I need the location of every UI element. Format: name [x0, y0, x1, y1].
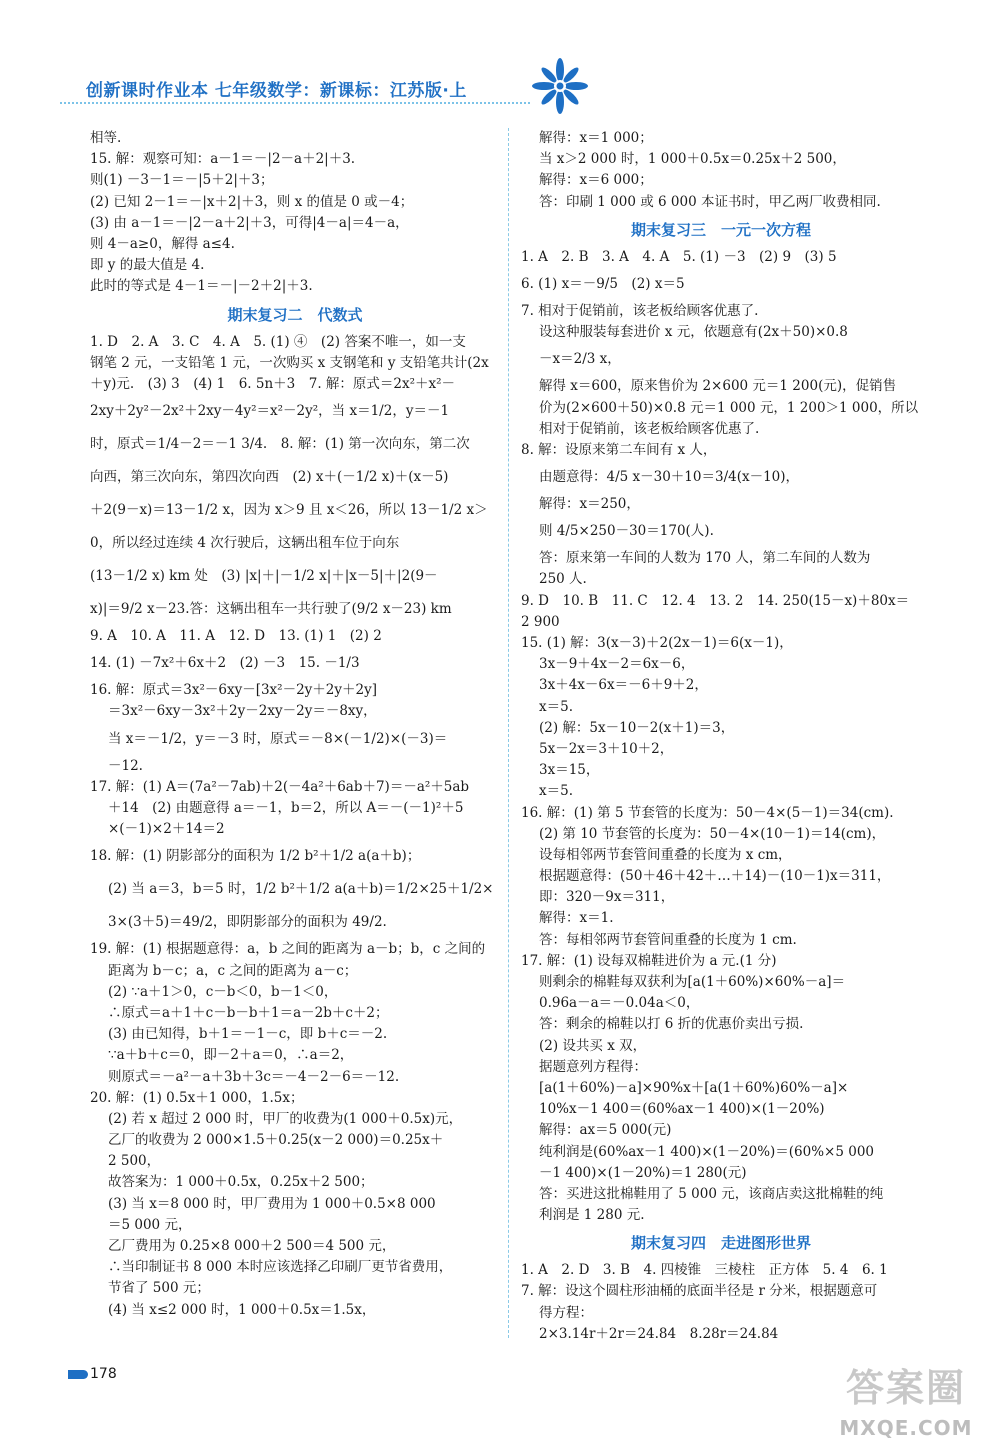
answer-line: 16. 解：原式＝3x²－6xy－[3x²－2y＋2y＋2y] [90, 682, 377, 699]
answer-line: ＋y)元. (3) 3 (4) 1 6. 5n＋3 7. 解：原式＝2x²＋x²－ [90, 375, 456, 392]
answer-line: 7. 解：设这个圆柱形油桶的底面半径是 r 分米，根据题意可 [521, 1283, 878, 1300]
answer-line: 答：每相邻两节套管间重叠的长度为 1 cm. [539, 931, 797, 948]
book-title: 创新课时作业本 七年级数学：新课标：江苏版·上 [86, 81, 467, 101]
answer-line: 据题意列方程得： [539, 1058, 647, 1075]
right-column [521, 128, 921, 1345]
answer-line: 解得：x＝1. [539, 910, 614, 927]
answer-line: (2) 解：5x－10－2(x＋1)＝3， [539, 719, 735, 736]
answer-line: 解得 x＝600，原来售价为 2×600 元＝1 200(元)，促销售 [539, 378, 897, 395]
answer-line: 1. A 2. D 3. B 4. 四棱锥 三棱柱 正方体 5. 4 6. 1 [521, 1262, 888, 1279]
answer-line: 解得：x＝250， [539, 496, 640, 513]
page-header [60, 70, 620, 106]
answer-line: 根据题意得：(50＋46＋42＋…＋14)－(10－1)x＝311， [539, 868, 891, 885]
answer-line: ∵a＋b＋c＝0，即－2＋a＝0，∴a＝2， [108, 1047, 354, 1064]
answer-line: 9. D 10. B 11. C 12. 4 13. 2 14. 250(15－x)＋80x＝ [521, 592, 910, 609]
answer-line: 15. (1) 解：3(x－3)＋2(2x－1)＝6(x－1)， [521, 635, 793, 651]
answer-line: 则剩余的棉鞋每双获利为[a(1＋60%)×60%－a]＝ [539, 974, 846, 990]
answer-line: 3×(3＋5)＝49/2，即阴影部分的面积为 49/2. [108, 914, 387, 931]
answer-line: 即 y 的最大值是 4. [90, 257, 205, 274]
answer-line: 即：320－9x＝311， [539, 889, 675, 906]
answer-line: 17. 解：(1) A＝(7a²－7ab)＋2(－4a²＋6ab＋7)＝－a²＋5ab [90, 778, 470, 795]
answer-line: (3) 由 a－1＝－|2－a＋2|＋3，可得|4－a|＝4－a， [90, 214, 409, 231]
answer-line: 6. (1) x＝－9/5 (2) x＝5 [521, 275, 685, 292]
answer-line: 15. 解：观察可知：a－1＝－|2－a＋2|＋3. [90, 151, 356, 168]
answer-line: x＝5. [539, 698, 573, 715]
section-heading: 期末复习二 代数式 [227, 305, 363, 324]
answer-line: 2 900 [521, 613, 560, 630]
answer-line: ∴当印制证书 8 000 本时应该选择乙印刷厂更节省费用， [108, 1259, 453, 1276]
answer-line: 16. 解：(1) 第 5 节套管的长度为：50－4×(5－1)＝34(cm). [521, 804, 894, 821]
left-column [90, 128, 500, 1321]
answer-line: 10%x－1 400＝(60%ax－1 400)×(1－20%) [539, 1101, 825, 1118]
answer-line: 3x＋4x－6x＝－6＋9＋2， [539, 677, 708, 694]
answer-line: －x＝2/3 x， [539, 351, 621, 368]
answer-line: 答：原来第一车间的人数为 170 人，第二车间的人数为 [539, 550, 871, 567]
answer-line: 则 4－a≥0，解得 a≤4. [90, 235, 235, 252]
answer-line: 利润是 1 280 元. [539, 1207, 645, 1224]
answer-line: 18. 解：(1) 阴影部分的面积为 1/2 b²＋1/2 a(a＋b)； [90, 848, 421, 865]
answer-line: 答：剩余的棉鞋以打 6 折的优惠价卖出亏损. [539, 1016, 804, 1033]
answer-line: 相等. [90, 130, 122, 146]
answer-line: 得方程： [539, 1304, 593, 1321]
answer-line: 向西，第三次向东，第四次向西 (2) x＋(－1/2 x)＋(x－5) [90, 469, 449, 486]
answer-line: 17. 解：(1) 设每双棉鞋进价为 a 元.(1 分) [521, 952, 777, 969]
answer-line: 14. (1) －7x²＋6x＋2 (2) －3 15. －1/3 [90, 655, 360, 672]
answer-line: －1 400)×(1－20%)＝1 280(元) [539, 1164, 747, 1181]
answer-line: 则 4/5×250－30＝170(人). [539, 523, 714, 540]
watermark-url: MXQE.COM [839, 1416, 973, 1440]
answer-line: 当 x＝－1/2，y＝－3 时，原式＝－8×(－1/2)×(－3)＝ [108, 730, 448, 747]
answer-line: (2) 设共买 x 双， [539, 1037, 647, 1054]
answer-line: (4) 当 x≤2 000 时，1 000＋0.5x＝1.5x， [108, 1301, 376, 1318]
answer-line: ＝3x²－6xy－3x²＋2y－2xy－2y＝－8xy， [108, 703, 377, 720]
answer-line: 答：印刷 1 000 或 6 000 本证书时，甲乙两厂收费相同. [539, 193, 881, 210]
answer-line: (2) 当 a＝3，b＝5 时，1/2 b²＋1/2 a(a＋b)＝1/2×25＋1/2× [108, 881, 494, 898]
answer-line: ＋14 (2) 由题意得 a＝－1，b＝2，所以 A＝－(－1)²＋5 [108, 800, 464, 816]
answer-line: 250 人. [539, 571, 587, 588]
answer-line: 设这种服装每套进价 x 元，依题意有(2x＋50)×0.8 [539, 324, 848, 341]
answer-line: x＝5. [539, 783, 573, 800]
answer-line: 8. 解：设原来第二车间有 x 人， [521, 441, 717, 458]
answer-line: 2 500， [108, 1153, 161, 1170]
answer-line: 相对于促销前，该老板给顾客优惠了. [539, 420, 760, 437]
answer-line: 节省了 500 元； [108, 1280, 210, 1297]
answer-line: 价为(2×600＋50)×0.8 元＝1 000 元，1 200＞1 000，所以 [539, 399, 919, 416]
flower-icon [530, 56, 590, 116]
answer-line: 2×3.14r＋2r＝24.84 8.28r＝24.84 [539, 1325, 779, 1342]
column-divider [508, 128, 509, 1338]
answer-line: 乙厂费用为 0.25×8 000＋2 500＝4 500 元， [108, 1238, 396, 1254]
answer-line: [a(1＋60%)－a]×90%x＋[a(1＋60%)60%－a]× [539, 1079, 849, 1096]
answer-line: 9. A 10. A 11. A 12. D 13. (1) 1 (2) 2 [90, 628, 382, 645]
answer-line: 解得：ax＝5 000(元) [539, 1122, 672, 1139]
answer-line: 当 x＞2 000 时，1 000＋0.5x＝0.25x＋2 500， [539, 151, 846, 168]
page-number: 178 [90, 1366, 117, 1382]
answer-line: 则(1) －3－1＝－|5＋2|＋3； [90, 172, 274, 189]
answer-line: 3x＝15， [539, 762, 600, 779]
answer-line: ＝5 000 元， [108, 1216, 192, 1233]
page-footer [68, 1364, 117, 1384]
answer-line: ∴原式＝a＋1＋c－b－b＋1＝a－2b＋c＋2； [108, 1004, 389, 1021]
watermark-logo: 答案圈 [845, 1366, 966, 1410]
answer-line: 乙厂的收费为 2 000×1.5＋0.25(x－2 000)＝0.25x＋ [108, 1132, 444, 1149]
answer-line: 3x－9＋4x－2＝6x－6， [539, 656, 695, 673]
answer-line: －12. [108, 757, 143, 774]
answer-line: 故答案为：1 000＋0.5x，0.25x＋2 500； [108, 1174, 374, 1191]
section-heading: 期末复习三 一元一次方程 [630, 220, 811, 239]
answer-line: 由题意得：4/5 x－30＋10＝3/4(x－10)， [539, 469, 800, 486]
answer-line: 0，所以经过连续 4 次行驶后，这辆出租车位于向东 [90, 535, 400, 552]
answer-line: 答：买进这批棉鞋用了 5 000 元，该商店卖这批棉鞋的纯 [539, 1185, 884, 1202]
answer-line: (2) 若 x 超过 2 000 时，甲厂的收费为(1 000＋0.5x)元， [108, 1110, 463, 1127]
answer-line: 则原式＝－a²－a＋3b＋3c＝－4－2－6＝－12. [108, 1068, 400, 1085]
answer-line: (2) 已知 2－1＝－|x＋2|＋3，则 x 的值是 0 或－4； [90, 193, 414, 210]
answer-line: (2) ∵a＋1＞0，c－b＜0，b－1＜0， [108, 983, 338, 1000]
answer-line: 20. 解：(1) 0.5x＋1 000，1.5x； [90, 1089, 304, 1106]
page-marker-icon [68, 1370, 88, 1379]
answer-line: (13－1/2 x) km 处 (3) |x|＋|－1/2 x|＋|x－5|＋|2(9－ [90, 568, 438, 585]
answer-line: 5x－2x＝3＋10＋2， [539, 740, 674, 757]
watermark [826, 1360, 986, 1450]
answer-line: 2xy＋2y²－2x²＋2xy－4y²＝x²－2y²，当 x＝1/2，y＝－1 [90, 403, 450, 420]
answer-line: ×(－1)×2＋14＝2 [108, 821, 225, 838]
answer-line: (2) 第 10 节套管的长度为：50－4×(10－1)＝14(cm)， [539, 825, 886, 842]
answer-line: 钢笔 2 元，一支铅笔 1 元，一次购买 x 支钢笔和 y 支铅笔共计(2x [90, 354, 489, 371]
answer-line: 1. D 2. A 3. C 4. A 5. (1) ④ (2) 答案不唯一，如一支 [90, 333, 466, 350]
answer-line: 此时的等式是 4－1＝－|－2＋2|＋3. [90, 278, 313, 295]
answer-line: 纯利润是(60%ax－1 400)×(1－20%)＝(60%×5 000 [539, 1143, 875, 1160]
section-heading: 期末复习四 走进图形世界 [630, 1234, 811, 1253]
answer-line: 0.96a－a＝－0.04a＜0， [539, 995, 700, 1012]
answer-line: x)|＝9/2 x－23.答：这辆出租车一共行驶了(9/2 x－23) km [90, 601, 452, 618]
header-rule [60, 102, 530, 104]
answer-line: 解得：x＝1 000； [539, 130, 653, 146]
answer-line: 时，原式＝1/4－2＝－1 3/4. 8. 解：(1) 第一次向东，第二次 [90, 436, 470, 453]
answer-line: 解得：x＝6 000； [539, 172, 653, 189]
answer-line: 设每相邻两节套管间重叠的长度为 x cm， [539, 846, 792, 863]
answer-line: (3) 当 x＝8 000 时，甲厂费用为 1 000＋0.5×8 000 [108, 1195, 436, 1212]
answer-line: 19. 解：(1) 根据题意得：a，b 之间的距离为 a－b；b，c 之间的 [90, 941, 486, 958]
answer-line: (3) 由已知得，b＋1＝－1－c，即 b＋c＝－2. [108, 1026, 388, 1043]
answer-line: ＋2(9－x)＝13－1/2 x，因为 x＞9 且 x＜26，所以 13－1/2 x＞ [90, 502, 488, 519]
answer-line: 7. 相对于促销前，该老板给顾客优惠了. [521, 302, 759, 319]
answer-line: 1. A 2. B 3. A 4. A 5. (1) －3 (2) 9 (3) 5 [521, 248, 837, 265]
answer-line: 距离为 b－c；a，c 之间的距离为 a－c； [108, 962, 358, 979]
